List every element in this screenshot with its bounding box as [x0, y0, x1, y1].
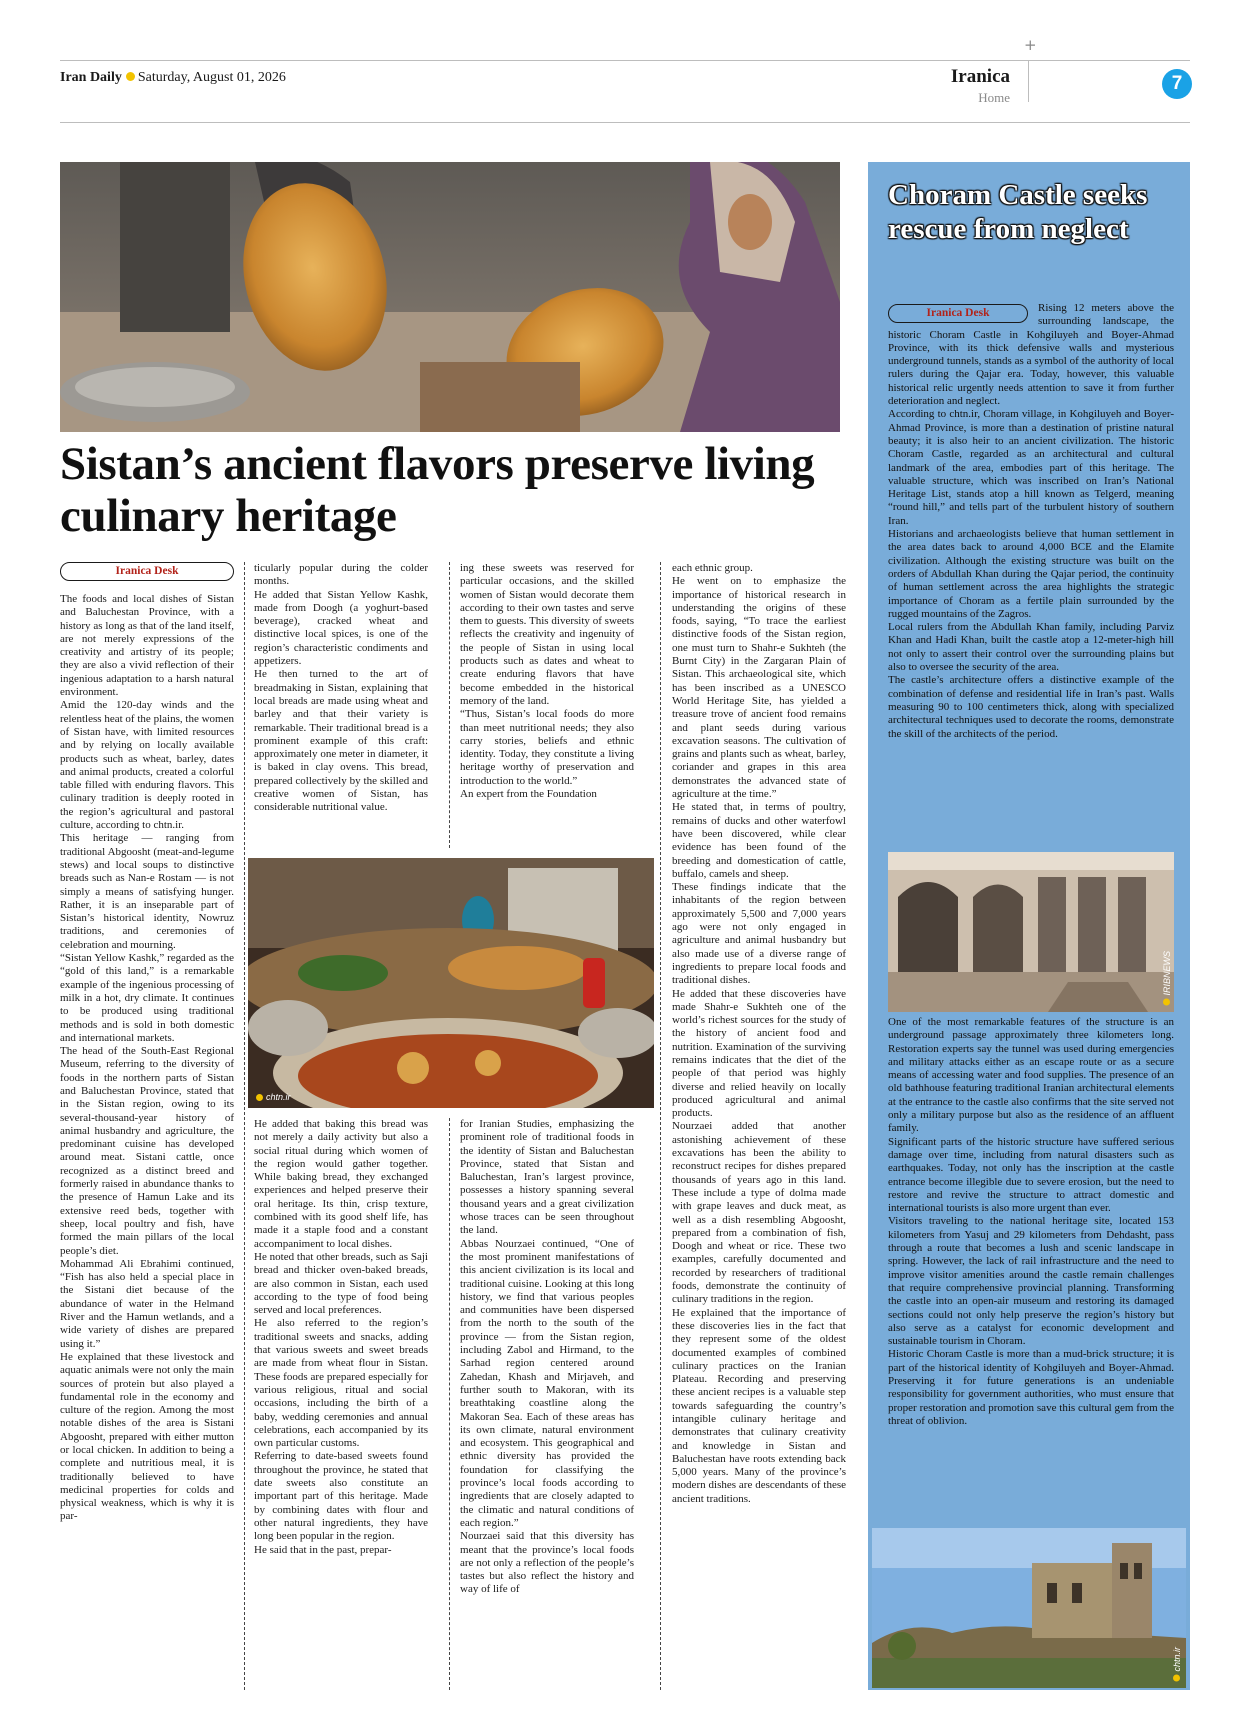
bread-baking-illustration [60, 162, 840, 432]
paragraph: each ethnic group. [672, 562, 753, 574]
article-column-2-top [254, 562, 428, 815]
paragraph: He then turned to the art of breadmaking in Sistan, explaining that local breads are made using wheat and barley and that their variety is remarkable. Their traditional bread is a prominent example of this craft: approximately one meter in diameter, it is baked in clay ovens. This bread, prepared collectively by the skilled and creative women of Sistan, has considerable nutritional value. [254, 668, 428, 814]
paragraph: The head of the South-East Regional Museum, referring to the diversity of foods in the northern parts of Sistan and Baluchestan Province, stated that in the Sistan region, owing to its several-thousand-year history of animal husbandry and agriculture, the predominant cuisine has developed around meat. Sistani cattle, once recognized as a distinct breed and formerly raised in abundance thanks to the presence of Hamun Lake and its extensive reed beds, together with sheep, local poultry and fish, have formed the main pillars of the local people’s diet. [60, 1045, 234, 1257]
castle-interior-photo [888, 852, 1174, 1012]
separator-dot-icon [126, 72, 135, 81]
paragraph: According to chtn.ir, Choram village, in Kohgiluyeh and Boyer-Ahmad Province, is more than a destination of pristine natural beauty; it is also heir to an ancient civilization. The historic Choram Castle, regarded as an architectural and cultural landmark of the area, embodies part of this heritage. The valuable structure, which was inscribed on Iran’s National Heritage List, stands atop a hill known as Telgerd, meaning “round hill,” and tells part of the turbulent history of southern Iran. [888, 408, 1174, 527]
paragraph: for Iranian Studies, emphasizing the prominent role of traditional foods in the identity of Sistan and Baluchestan Province, stated that Sistan and Baluchestan, Iran’s largest province, possesses a history spanning several thousand years and a great civilization whose traces can be seen throughout the land. [460, 1118, 634, 1237]
paragraph: He added that baking this bread was not merely a daily activity but also a social ritual during which women of the region would gather together. While baking bread, they exchanged experiences and helped preserve their oral heritage. Its thin, crisp texture, combined with its good shelf life, has made it a staple food and a constant accompaniment to local dishes. [254, 1118, 428, 1250]
paragraph: He went on to emphasize the importance of historical research in understanding the origins of these foods, saying, “To trace the earliest distinctive foods of the Sistan region, one must turn to Shahr-e Sukhteh (the Burnt City) in the Zargaran Plain of Sistan. This archaeological site, which has been inscribed as a UNESCO World Heritage Site, has yielded a treasure trove of ancient food remains and plant seeds during various excavation seasons. The cultivation of grains and plants such as wheat, barley, coriander and grapes in this area demonstrates the advanced state of agriculture at the time.” [672, 575, 846, 801]
article-column-3-bottom [460, 1118, 634, 1597]
column-divider [449, 1118, 450, 1690]
paragraph: Rising 12 meters above the surrounding landscape, the historic Choram Castle in Kohgiluyeh and Boyer-Ahmad Province, with its thick defensive walls and mysterious underground tunnels, stands as a symbol of the authority of local rulers during the Qajar era. Today, however, this valuable historical relic urgently needs attention to save it from further deterioration and neglect. [888, 302, 1174, 408]
castle-exterior-photo [872, 1528, 1186, 1688]
top-rule [60, 60, 1190, 61]
column-divider [660, 562, 661, 1690]
paragraph: He added that Sistan Yellow Kashk, made from Doogh (a yoghurt-based beverage), cracked wheat and distinctive local spices, is one of the region’s characteristic condiments and appetizers. [254, 588, 428, 668]
credit-dot-icon [1164, 999, 1171, 1006]
credit-text: IRIBNEWS [1162, 951, 1172, 996]
sidebar-byline: Iranica Desk [888, 304, 1028, 323]
paragraph: Nourzaei added that another astonishing achievement of these excavations has been the ability to reconstruct recipes for dishes prepared thousands of years ago in this land. These include a type of dolma made with grape leaves and duck meat, as well as a dish resembling Abgoosht, prepared from a combination of fish, Doogh and wheat or rice. These two examples, carefully documented and recorded by researchers of traditional foods, demonstrate the continuity of culinary traditions in the region. [672, 1120, 846, 1306]
section-name: Iranica [950, 66, 1010, 87]
paragraph: Visitors traveling to the national heritage site, located 153 kilometers from Yasuj and 29 kilometers from Dehdasht, pass through a route that becomes a lush and scenic landscape in spring. However, the lack of rail infrastructure and the need to improve visitor amenities around the castle remain challenges that require comprehensive provincial planning. Transforming the castle into an open-air museum and restoring its damaged sections could not only help preserve the region’s history but also serve as a catalyst for economic development and sustainable tourism in Choram. [888, 1215, 1174, 1348]
sidebar-headline: Choram Castle seeks rescue from neglect [888, 179, 1148, 245]
paragraph: He stated that, in terms of poultry, remains of ducks and other waterfowl have been discovered, while clear evidence has been found of the breeding and domestication of cattle, buffalo, camels and sheep. [672, 801, 846, 880]
paragraph: This heritage — ranging from traditional Abgoosht (meat-and-legume stews) and local soups to distinctive breads such as Nan-e Rostam — is not simply a means of satisfying hunger. Rather, it is an inseparable part of Sistan’s historical identity, Nowruz traditions, and ceremonies of celebration and mourning. [60, 832, 234, 951]
article-column-2-bottom [254, 1118, 428, 1557]
section-subname: Home [978, 90, 1010, 105]
sistan-food-photo [248, 858, 654, 1108]
paragraph: An expert from the Foundation [460, 788, 597, 801]
section-divider [1028, 60, 1029, 102]
paragraph: He noted that other breads, such as Saji bread and thicker oven-baked breads, are also common in Sistan, each used according to the type of food being served and local preferences. [254, 1250, 428, 1317]
paragraph: The foods and local dishes of Sistan and Baluchestan Province, with a history as long as that of the land itself, are not merely expressions of the creativity and artistry of its people; they are also a vivid reflection of their ingenious adaptation to a harsh natural environment. [60, 593, 234, 699]
credit-dot-icon [256, 1094, 263, 1101]
article-byline: Iranica Desk [60, 562, 234, 581]
paragraph: Amid the 120-day winds and the relentless heat of the plains, the women of Sistan have, with limited resources and by relying on locally available products such as wheat, barley, dates and animal products, created a colorful table filled with enduring flavors. This culinary tradition is deeply rooted in the region’s agricultural and pastoral culture, according to chtn.ir. [60, 699, 234, 832]
hero-photo-bread-baking [60, 162, 840, 432]
food-spread-illustration [248, 858, 654, 1108]
paragraph: ticularly popular during the colder months. [254, 562, 428, 588]
article-headline: Sistan’s ancient flavors preserve living culinary heritage [60, 438, 815, 542]
paper-name: Iran Daily [60, 70, 122, 85]
image-credit [1172, 1647, 1182, 1682]
paragraph: Local rulers from the Abdullah Khan family, including Parviz Khan and Hadi Khan, built the castle atop a 12-meter-high hill not only to assert their control over the surrounding plains but also to oversee the security of the area. [888, 621, 1174, 674]
paragraph: He explained that the importance of these discoveries lies in the fact that they represent some of the oldest documented examples of combined culinary practices on the Iranian Plateau. Recording and preserving these ancient recipes is a valuable step towards safeguarding the country’s intangible culinary heritage and demonstrates that culinary creativity and knowledge in Sistan and Baluchestan have roots extending back 5,000 years. Many of the province’s modern dishes are descendants of these ancient traditions. [672, 1306, 846, 1505]
paragraph: Historic Choram Castle is more than a mud-brick structure; it is part of the historical identity of Kohgiluyeh and Boyer-Ahmad. Preserving it for future generations is an undeniable responsibility for government authorities, who must ensure that proper restoration and promotion save this cultural gem from the threat of oblivion. [888, 1348, 1174, 1427]
paragraph: One of the most remarkable features of the structure is an underground passage approximately three kilometers long. Restoration experts say the tunnel was used during emergencies and military attacks either as an escape route or as a secure means of accessing water and food supplies. The presence of an old bathhouse featuring traditional Iranian architectural elements at the entrance to the castle also confirms that the site served not only a military purpose but also as the residence of an affluent family. [888, 1016, 1174, 1135]
credit-text: chtn.ir [1172, 1647, 1182, 1672]
image-credit [256, 1092, 291, 1102]
paragraph: “Thus, Sistan’s local foods do more than meet nutritional needs; they also carry stories, beliefs and ethnic identity. Today, they constitute a living heritage worthy of preservation and introduction to the world.” [460, 708, 634, 787]
image-credit [1162, 951, 1172, 1006]
article-column-1 [60, 562, 234, 1524]
paragraph: “Sistan Yellow Kashk,” regarded as the “gold of this land,” is a remarkable example of the ingenious processing of milk in a hot, dry climate. It continues to be produced using traditional methods and is sold in both domestic and international markets. [60, 952, 234, 1044]
paragraph: Referring to date-based sweets found throughout the province, he stated that date sweets also constitute an important part of this heritage. Made by combining dates with flour and other natural ingredients, they have long been popular in the region. [254, 1450, 428, 1543]
paragraph: He added that these discoveries have made Shahr-e Sukhteh one of the world’s richest sources for the study of the history of ancient food and nutrition. Examination of the surviving remains indicates that the diet of the people of that period was highly diverse and relied heavily on locally produced agricultural and animal products. [672, 987, 846, 1120]
paragraph: Nourzaei said that this diversity has meant that the province’s local foods are not only a reflection of the people’s tastes but also reflect the history and way of life of [460, 1530, 634, 1596]
castle-exterior-illustration [872, 1528, 1186, 1688]
credit-dot-icon [1174, 1675, 1181, 1682]
paragraph: Significant parts of the historic structure have suffered serious damage over time, including from natural disasters such as earthquakes. Today, not only has the inscription at the castle entrance become illegible due to severe erosion, but the need to restore and revive the structure to attract domestic and international tourists is also more urgent than ever. [888, 1135, 1174, 1215]
crop-mark-icon: + [1024, 36, 1037, 54]
article-column-3-top [460, 562, 634, 801]
sidebar-text-top [888, 302, 1174, 741]
credit-text: chtn.ir [266, 1092, 291, 1102]
masthead [60, 70, 286, 86]
paragraph: ing these sweets was reserved for particular occasions, and the skilled women of Sistan would decorate them according to their own tastes and serve them to guests. This diversity of sweets reflects the creativity and ingenuity of the people of Sistan in using local products such as dates and wheat to create enduring flavors that have become embedded in the historical memory of the land. [460, 562, 634, 707]
column-divider [449, 562, 450, 848]
paragraph: Abbas Nourzaei continued, “One of the most prominent manifestations of this ancient civilization is its local and traditional cuisine. Looking at this long history, we find that various peoples and communities have been dispersed from the north to the south of the province — from the Sistan region, including Zabol and Hirmand, to the Sarhad region centered around Zahedan, Khash and Mirjaveh, and further south to Makoran, with its breathtaking coastline along the Makoran Sea. Each of these areas has its own climate, natural environment and ecosystem. This geographical and ethnic diversity has provided the foundation for classifying the province’s local foods according to ingredients that are closely adapted to the climatic and natural conditions of each region.” [460, 1237, 634, 1529]
paragraph: These findings indicate that the inhabitants of the region between approximately 5,500 and 7,000 years ago were not only engaged in agriculture and animal husbandry but also made use of a diverse range of ingredients to prepare local foods and traditional dishes. [672, 881, 846, 987]
paragraph: He explained that these livestock and aquatic animals were not only the main sources of protein but also played a fundamental role in the economy and culture of the region. Among the most notable dishes of the area is Sistani Abgoosht, prepared with either mutton or local chicken. In addition to being a complete and nutritious meal, it is traditionally believed to have medicinal properties for colds and physical weakness, which is why it is par- [60, 1350, 234, 1523]
castle-arches-illustration [888, 852, 1174, 1012]
paragraph: Mohammad Ali Ebrahimi continued, “Fish has also held a special place in the Sistani diet because of the abundance of water in the Helmand River and the Hamun wetlands, and a wide variety of dishes are prepared using it.” [60, 1257, 234, 1350]
issue-date: Saturday, August 01, 2026 [137, 70, 286, 85]
section-label [951, 66, 1010, 106]
header-bottom-rule [60, 122, 1190, 123]
paragraph: Historians and archaeologists believe that human settlement in the area dates back to around 4,000 BCE and the Elamite civilization. Although the existing structure was built on the orders of Abdullah Khan during the Qajar period, the continuity of human settlement across the area highlights the strategic importance of Choram as a fertile plain surrounded by the rugged mountains of the Zagros. [888, 528, 1174, 620]
paragraph: The castle’s architecture offers a distinctive example of the combination of defense and residential life in Iran’s past. Walls measuring 90 to 100 centimeters thick, along with specialized architectural techniques used to decorate the rooms, demonstrate the skill of the architects of the period. [888, 674, 1174, 740]
sidebar-text-bottom [888, 1016, 1174, 1428]
article-column-4 [672, 562, 846, 1506]
paragraph: He also referred to the region’s traditional sweets and snacks, adding that various sweets and sweet breads are made from wheat flour in Sistan. These foods are prepared especially for various religious, ritual and social occasions, including the birth of a baby, wedding ceremonies and annual celebrations, each accompanied by its own particular customs. [254, 1317, 428, 1450]
paragraph: He said that in the past, prepar- [254, 1543, 392, 1556]
column-divider [244, 562, 245, 1690]
page-number-badge: 7 [1162, 69, 1192, 99]
